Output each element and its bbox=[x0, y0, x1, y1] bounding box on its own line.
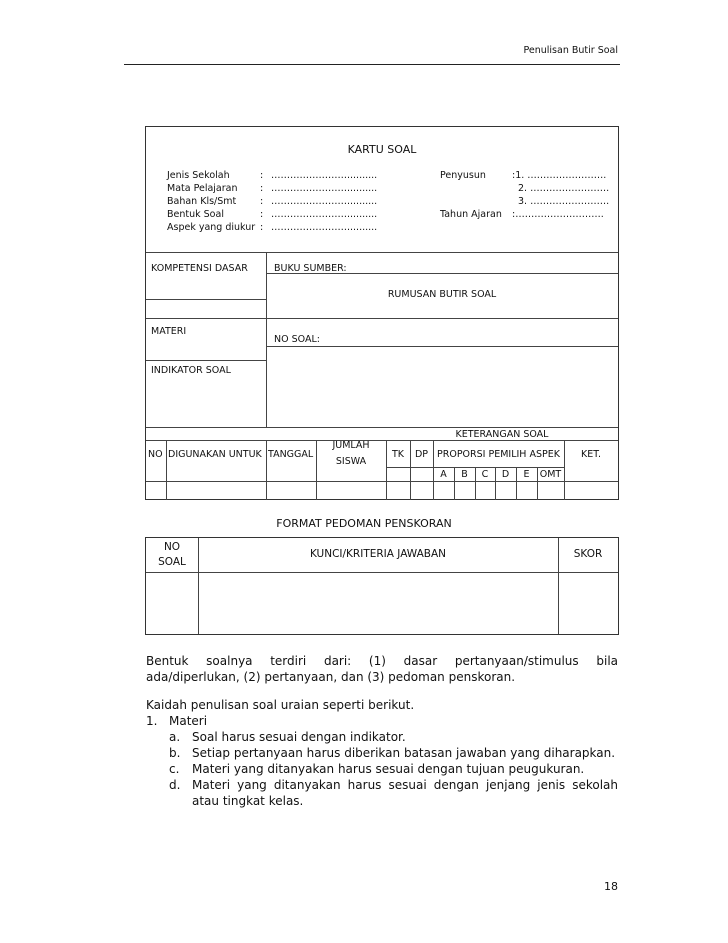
col-aspek-omt: OMT bbox=[539, 469, 562, 480]
info-blank: …………………….......... bbox=[271, 196, 378, 207]
col-aspek-d: D bbox=[501, 469, 510, 480]
col-proporsi: PROPORSI PEMILIH ASPEK bbox=[437, 449, 560, 460]
col-dp: DP bbox=[414, 449, 429, 460]
item-text: Setiap pertanyaan harus diberikan batasan jawaban yang diharapkan. bbox=[192, 746, 616, 760]
no-soal-label: NO SOAL: bbox=[274, 334, 320, 345]
item-text: Materi yang ditanyakan harus sesuai dengan tujuan peugukuran. bbox=[192, 762, 585, 776]
col-aspek-c: C bbox=[481, 469, 489, 480]
col-ket: KET. bbox=[581, 449, 601, 460]
info-label-bahan: Bahan Kls/Smt bbox=[167, 196, 237, 207]
kompetensi-dasar-label: KOMPETENSI DASAR bbox=[151, 263, 248, 274]
pedoman-title: FORMAT PEDOMAN PENSKORAN bbox=[276, 517, 452, 530]
indikator-soal-label: INDIKATOR SOAL bbox=[151, 365, 231, 376]
info-label-bentuk-soal: Bentuk Soal bbox=[167, 209, 224, 220]
info-blank: …………………….......... bbox=[271, 209, 378, 220]
tahun-ajaran-value: :………………………. bbox=[512, 209, 604, 220]
pedoman-col-no: NO bbox=[163, 541, 181, 553]
header-rule bbox=[124, 64, 620, 65]
item-text: Soal harus sesuai dengan indikator. bbox=[192, 730, 406, 744]
col-aspek-e: E bbox=[523, 469, 530, 480]
info-sep: : bbox=[260, 170, 264, 181]
col-siswa: SISWA bbox=[335, 456, 367, 467]
col-digunakan-untuk: DIGUNAKAN UNTUK bbox=[168, 449, 262, 460]
rumusan-butir-soal-label: RUMUSAN BUTIR SOAL bbox=[387, 289, 497, 300]
col-aspek-a: A bbox=[440, 469, 447, 480]
info-sep: : bbox=[260, 196, 264, 207]
item-mark: b. bbox=[169, 746, 181, 760]
penyusun-label: Penyusun bbox=[440, 170, 486, 181]
col-tk: TK bbox=[391, 449, 405, 460]
item-mark: d. bbox=[169, 778, 181, 792]
info-blank: …………………….......... bbox=[271, 222, 378, 233]
col-tanggal: TANGGAL bbox=[268, 449, 314, 460]
running-header: Penulisan Butir Soal bbox=[523, 45, 618, 56]
info-sep: : bbox=[260, 222, 264, 233]
paragraph-kaidah: Kaidah penulisan soal uraian seperti berikut. bbox=[146, 698, 415, 712]
pedoman-col-soal: SOAL bbox=[158, 556, 186, 568]
item-mark: a. bbox=[169, 730, 181, 744]
penyusun-item-3: 3. ……………………. bbox=[518, 196, 610, 207]
col-no: NO bbox=[148, 449, 163, 460]
materi-label: MATERI bbox=[151, 326, 187, 337]
tahun-ajaran-label: Tahun Ajaran bbox=[440, 209, 502, 220]
paragraph-bentuk-line1: Bentuk soalnya terdiri dari: (1) dasar pertanyaan/stimulus bila bbox=[146, 654, 618, 668]
info-label-mata-pelajaran: Mata Pelajaran bbox=[167, 183, 238, 194]
page-number: 18 bbox=[604, 880, 618, 893]
info-label-jenis-sekolah: Jenis Sekolah bbox=[167, 170, 230, 181]
col-jumlah: JUMLAH bbox=[332, 440, 370, 451]
penyusun-item-2: 2. ……………………. bbox=[518, 183, 610, 194]
info-blank: …………………….......... bbox=[271, 170, 378, 181]
pedoman-col-kunci: KUNCI/KRITERIA JAWABAN bbox=[309, 548, 447, 560]
info-sep: : bbox=[260, 209, 264, 220]
pedoman-table bbox=[145, 537, 619, 635]
item-mark: c. bbox=[169, 762, 180, 776]
card-title: KARTU SOAL bbox=[347, 143, 417, 156]
kartu-soal-form bbox=[145, 126, 619, 500]
buku-sumber-label: BUKU SUMBER: bbox=[274, 263, 347, 274]
item-text-continued: atau tingkat kelas. bbox=[192, 794, 304, 808]
keterangan-soal-label: KETERANGAN SOAL bbox=[455, 429, 549, 440]
info-label-aspek: Aspek yang diukur bbox=[167, 222, 256, 233]
paragraph-bentuk-line2: ada/diperlukan, (2) pertanyaan, dan (3) pedoman penskoran. bbox=[146, 670, 516, 684]
info-blank: …………………….......... bbox=[271, 183, 378, 194]
info-sep: : bbox=[260, 183, 264, 194]
item-text: Materi yang ditanyakan harus sesuai dengan jenjang jenis sekolah bbox=[192, 778, 618, 792]
col-aspek-b: B bbox=[461, 469, 468, 480]
pedoman-col-skor: SKOR bbox=[573, 548, 603, 560]
list-title: Materi bbox=[169, 714, 208, 728]
list-number: 1. bbox=[146, 714, 158, 728]
penyusun-item-1: :1. ……………………. bbox=[512, 170, 607, 181]
